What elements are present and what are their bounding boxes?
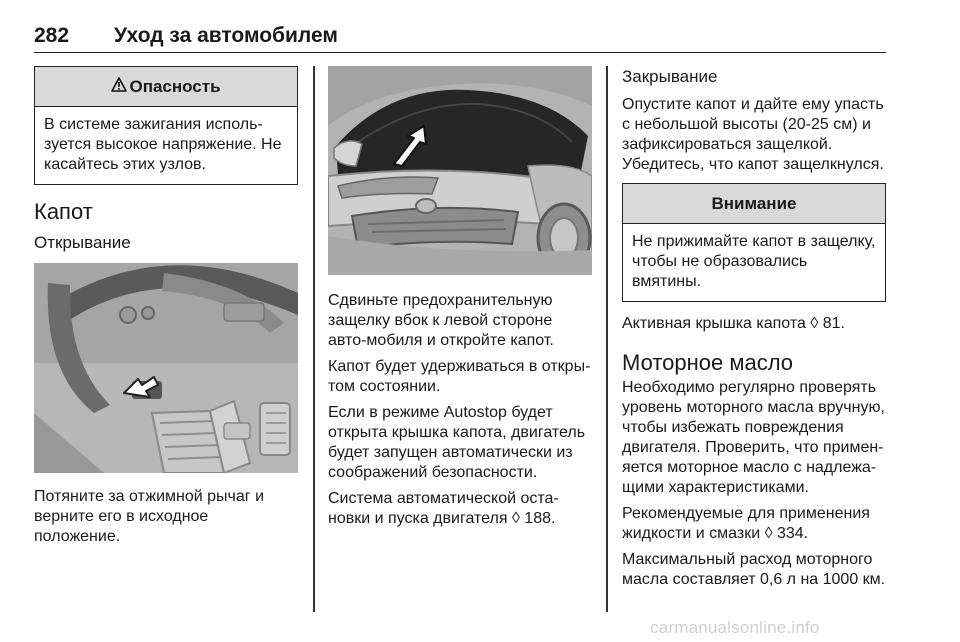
attention-box [622, 183, 886, 302]
column-2 [328, 66, 592, 529]
subtitle-closing: Закрывание [622, 67, 718, 86]
section-title-engine-oil: Моторное масло [622, 350, 794, 375]
subtitle-opening: Открывание [34, 233, 131, 252]
paragraph-stop-start-ref: Система автоматической оста-новки и пуска двигателя ◊ 188. [328, 490, 559, 527]
paragraph-oil-consumption: Максимальный расход моторного масла составляет 0,6 л на 1000 км. [622, 551, 886, 588]
paragraph-oil-check: Необходимо регулярно проверять уровень моторного масла вручную, чтобы избежать повреждения двигателя. Проверить, что примен-яется моторное масло с надлежа-щими характеристиками. [622, 379, 885, 496]
lever-illustration [34, 263, 298, 473]
danger-box [34, 66, 298, 185]
section-title-hood: Капот [34, 199, 93, 224]
paragraph-latch: Сдвиньте предохранительную защелку вбок к левой стороне авто-мобиля и откройте капот. [328, 292, 554, 349]
active-hood-reference: Активная крышка капота ◊ 81. [622, 315, 845, 332]
column-divider-left [313, 66, 315, 612]
attention-box-title: Внимание [711, 193, 797, 213]
attention-box-header [623, 184, 885, 224]
column-3 [622, 66, 886, 590]
hood-illustration [328, 66, 592, 275]
paragraph-autostop: Если в режиме Autostop будет открыта крышка капота, двигатель будет запущен автоматически из соображений безопасности. [328, 404, 586, 481]
danger-box-text: В системе зажигания исполь-зуется высокое напряжение. Не касайтесь этих узлов. [44, 116, 282, 173]
watermark: carmanualsonline.info [650, 618, 820, 637]
chapter-title: Уход за автомобилем [114, 24, 338, 47]
paragraph-closing: Опустите капот и дайте ему упасть с небольшой высоты (20-25 см) и зафиксироваться защелкой. Убедитесь, что капот защелкнулся. [622, 96, 884, 173]
lever-caption: Потяните за отжимной рычаг и верните его в исходное положение. [34, 488, 264, 545]
column-divider-right [606, 66, 608, 612]
attention-box-text: Не прижимайте капот в защелку, чтобы не образовались вмятины. [632, 233, 876, 290]
warning-triangle-icon [111, 77, 127, 97]
paragraph-hood-held: Капот будет удерживаться в откры-том состоянии. [328, 358, 591, 395]
page-header [34, 22, 886, 53]
paragraph-fluids-ref: Рекомендуемые для применения жидкости и смазки ◊ 334. [622, 505, 870, 542]
danger-box-title: Опасность [129, 76, 221, 96]
page-number: 282 [34, 24, 70, 47]
column-1 [34, 66, 298, 547]
danger-box-header [35, 67, 297, 107]
